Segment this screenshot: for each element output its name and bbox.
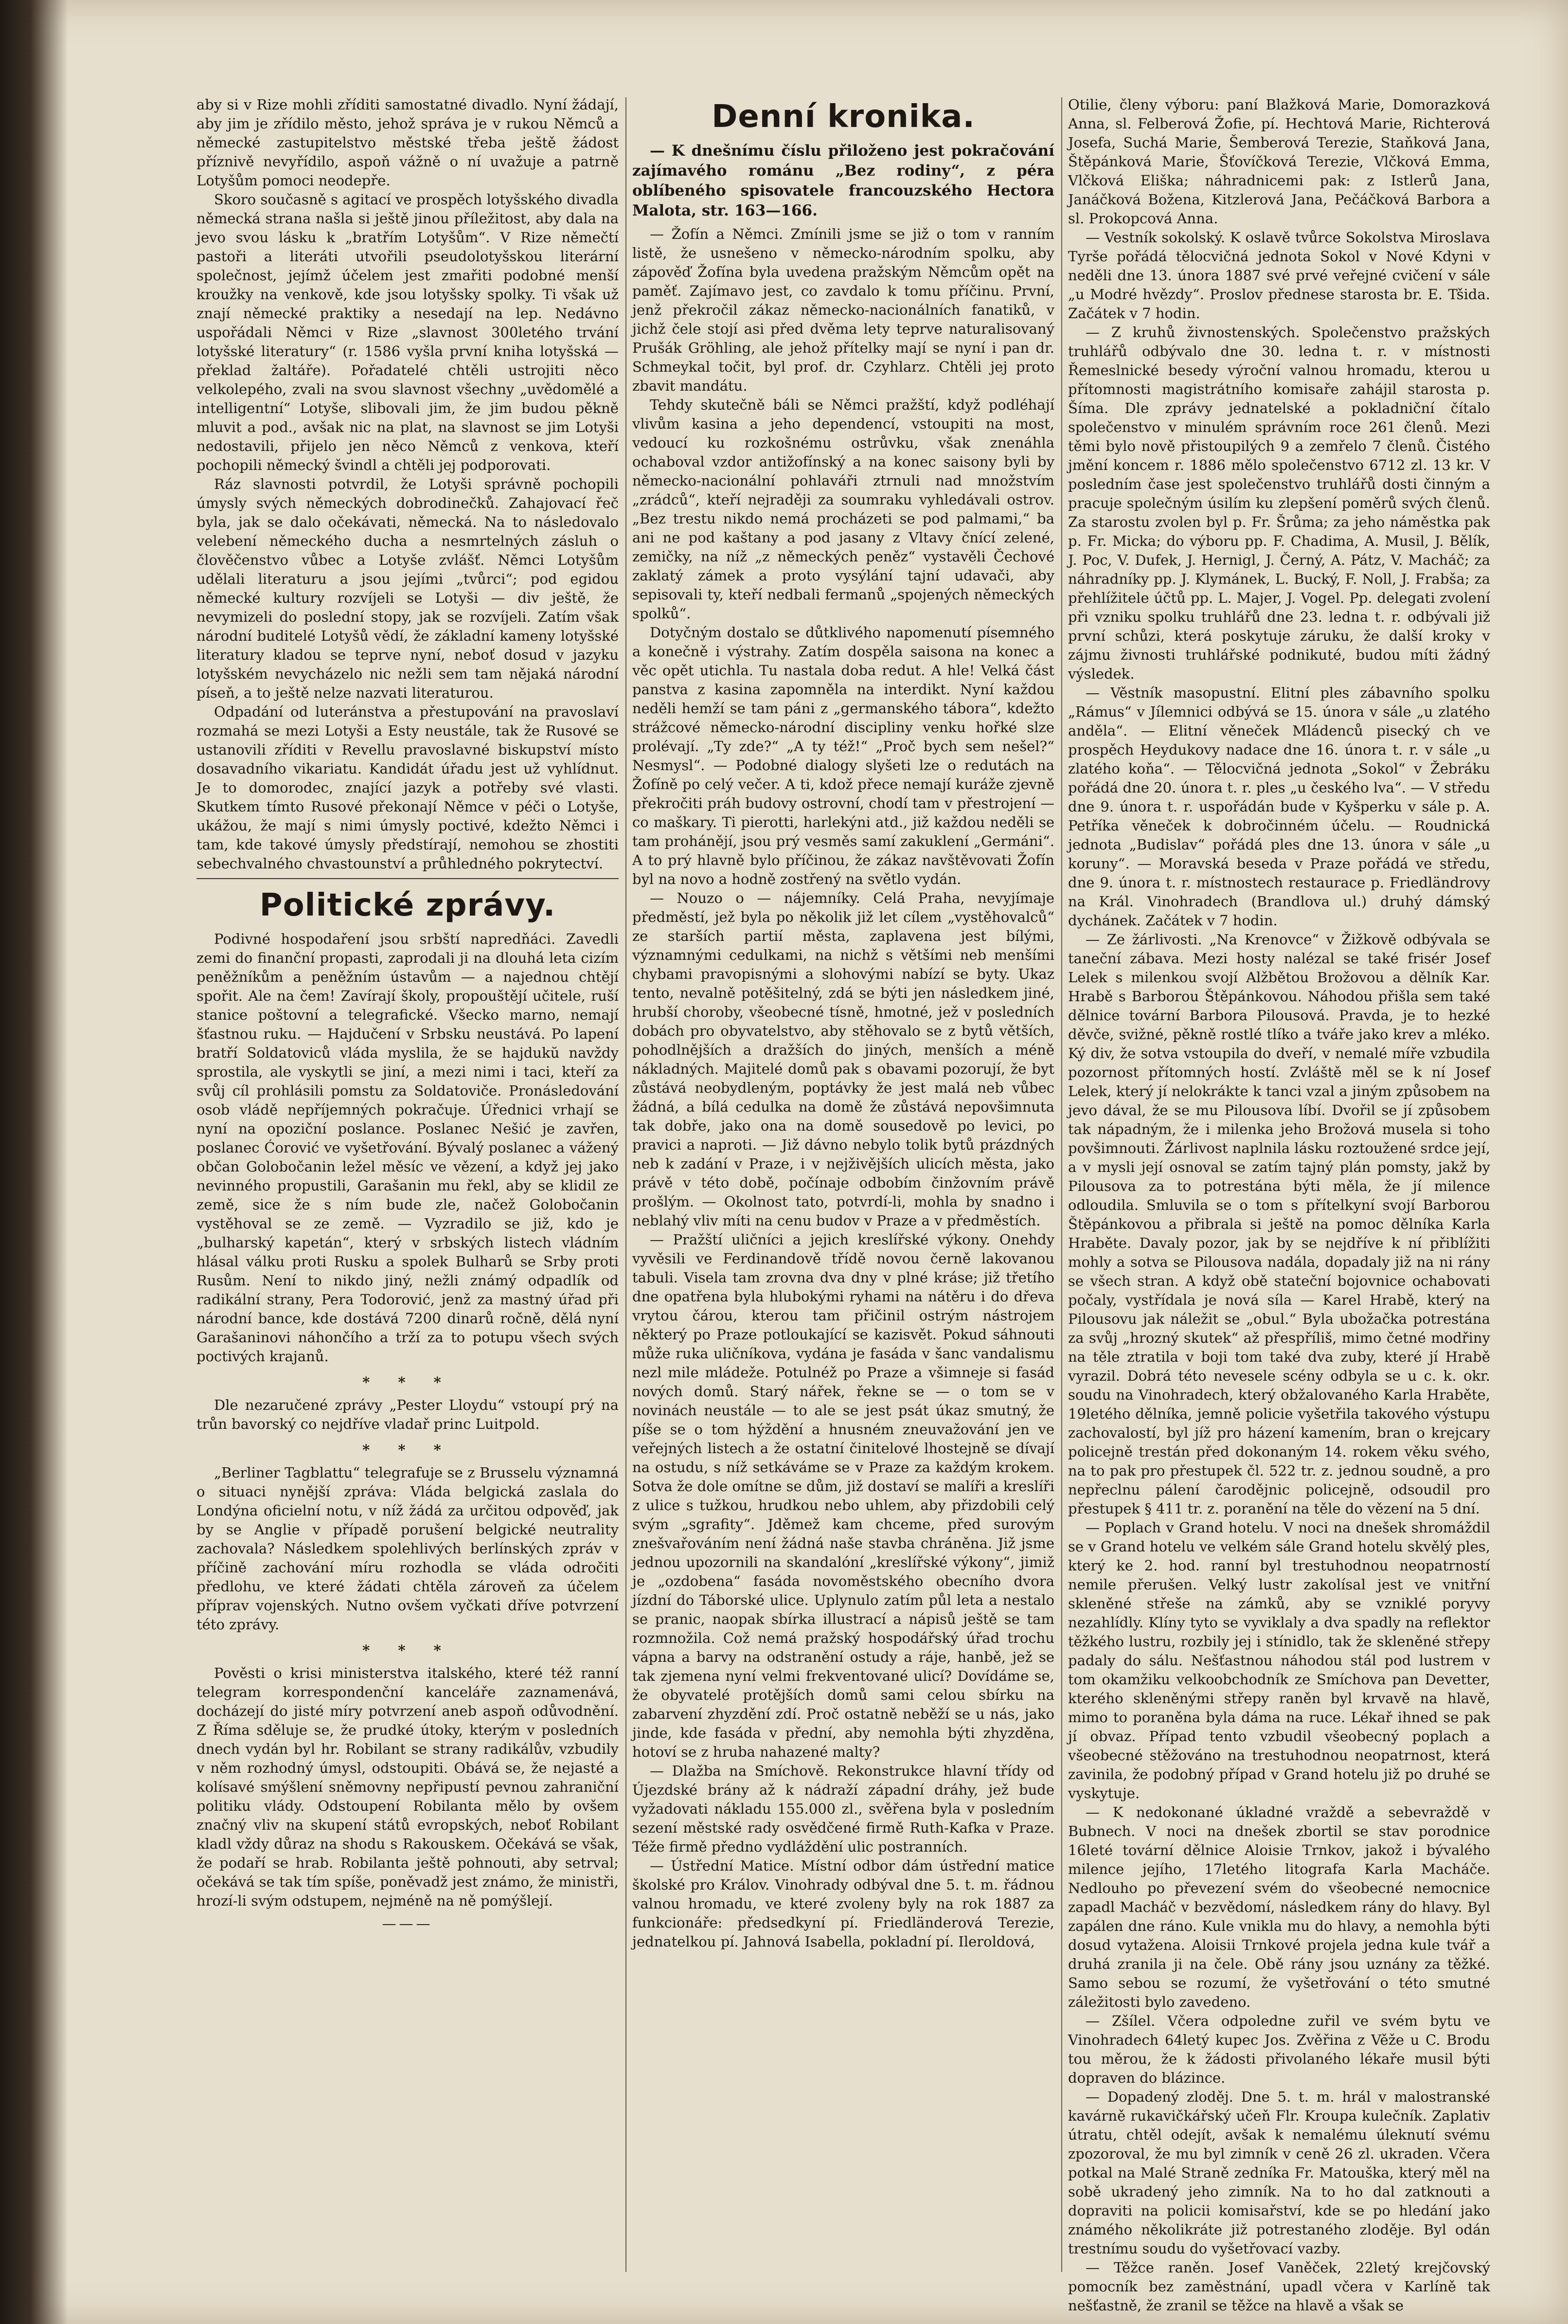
- page-binding-edge: [0, 0, 68, 2324]
- section-separator-stars: * * *: [362, 1642, 453, 1658]
- article-paragraph: Ráz slavnosti potvrdil, že Lotyši správně pochopili úmysly svých německých dobrodinečků. Zahajovací řeč byla, jak se dalo očekávati, německá. Na to následovalo velebení německého ducha a nesmrtelných zásluh o člověčenstvo vůbec a Lotyše zvlášť. Němci Lotyšům udělali literaturu a jsou jejími „tvůrci“; pod egidou německé kultury rozvíjeli se Lotyši — div ještě, že nevymizeli do poslední stopy, jak se rozvíjeli. Zatím však národní buditelé Lotyšů vědí, že základní kameny lotyšské literatury kladou se teprve nyní, neboť dosud v jazyku lotyšském nevycházelo nic nežli sem tam nějaká národní píseň, a to ještě nelze nazvati literaturou.: [196, 476, 619, 701]
- section-heading-daily-chronicle: Denní kronika.: [712, 99, 975, 135]
- article-paragraph: — Ústřední Matice. Místní odbor dám ústřední matice školské pro Králov. Vinohrady odbýval dne 5. t. m. řádnou valnou hromadu, ve které zvoleny byly na rok 1887 za funkcionáře: předsedkyní pí. Friedländerová Terezie, jednatelkou pí. Jahnová Isabella, pokladní pí. Ileroldová,: [632, 1857, 1054, 1950]
- column-middle: [632, 95, 1054, 1951]
- column-left: [196, 95, 619, 1933]
- article-paragraph: Dle nezaručené zprávy „Pester Lloydu“ vstoupí prý na trůn bavorský co nejdříve vladař princ Luitpold.: [196, 1397, 619, 1432]
- article-paragraph: Podivné hospodaření jsou srbští napredňáci. Zavedli zemi do finanční propasti, zaprodali ji na dlouhá leta cizím peněžníkům a peněžním ústavům — a najednou chtějí spořit. Ale na čem! Zavírají školy, propouštějí učitele, ruší stanice poštovní a telegrafické. Všecko marno, nemají šťastnou ruku. — Hajdučení v Srbsku neustává. Po lapení bratří Soldatoviců vláda myslila, že se hajdukŭ navždy sprostila, ale vyskytli se jiní, a mezi nimi i taci, kteří za svůj cíl prohlásili pomstu za Soldatoviče. Pronásledování osob vládě nepříjemných pokračuje. Úřednici vrhají se nyní na opoziční poslance. Poslanec Nešić je zavřen, poslanec Ćorović ve vyšetřování. Bývalý poslanec a vážený občan Golobočanin ležel měsíc ve vězení, a když jej jako nevinného propustili, Garašanin mu řekl, aby se klidil ze země, sice že s ním bude zle, načež Golobočanin vystěhoval se ze země. — Vyzradilo se již, kdo je „bulharský kapetán“, který v srbských listech vládním hlásal válku proti Rusku a spolek Bulharů se Srby proti Rusům. Není to nikdo jiný, nežli známý odpadlík od radikální strany, Pera Todorović, jenž za mastný úřad při národní bance, kde dostává 7200 dinarů ročně, dělá nyní Garašaninovi náhončího a trží za to potupu všech svých poctivých krajanů.: [196, 931, 619, 1365]
- lead-notice: — K dnešnímu číslu přiloženo jest pokračování zajímavého románu „Bez rodiny“, z péra oblíbeného spisovatele francouzského Hectora Malota, str. 163—166.: [632, 142, 1054, 219]
- section-separator-stars: * * *: [362, 1374, 453, 1390]
- section-divider: [196, 878, 619, 879]
- article-paragraph: — K nedokonané úkladné vraždě a sebevraždě v Bubnech. V noci na dnešek zbortil se stav porodnice 16leté tovární dělnice Aloisie Trnkov, jakož i bývalého milence jejího, 17letého litografa Karla Macháče. Nedlouho po převezení svém do všeobecné nemocnice zapadl Macháč v bezvědomí, následkem rány do hlavy. Byl zapálen dne ráno. Kule vnikla mu do hlavy, a nemohla býti dosud vytažena. Aloisii Trnkové projela jedna kule tvář a druhá zranila ji na čele. Obě rány jsou uznány za těžké. Samo sebou se rozumí, že vyšetřování o této smutné záležitosti bylo zavedeno.: [1068, 1804, 1490, 2010]
- article-paragraph: — Nouzo o — nájemníky. Celá Praha, nevyjímaje předměstí, jež byla po několik již let cílem „vystěhovalců“ ze starších partií města, zaplavena jest bílými, významnými cedulkami, na nichž s většími neb menšími chybami pravopisnými a slohovými nabízí se byty. Ukaz tento, nevalně potěšitelný, zdá se býti jen následkem jiné, hrubší choroby, všeobecné tísně, hmotné, jež v posledních dobách pro obyvatelstvo, aby stěhovalo se z bytů větších, pohodlnějších a dražších do jiných, menších a méně nákladných. Majitelé domů pak s obavami pozorují, že byt zůstává neobydleným, poptávky že jest malá neb vůbec žádná, a bílá cedulka na domě že zůstává nepovšimnuta tak dobře, jako ona na domě sousedově po levici, po pravici a naproti. — Již dávno nebylo tolik bytů prázdných neb k zadání v Praze, i v nejživějších ulicích města, jako právě v této době, počínaje odbobím činžovním právě prošlým. — Okolnost tato, potvrdí-li, mohla by snadno i neblahý vliv míti na cenu budov v Praze a v předměstích.: [632, 890, 1054, 1229]
- article-paragraph: — Dlažba na Smíchově. Rekonstrukce hlavní třídy od Újezdské brány až k nádraží západní dráhy, jež bude vyžadovati nákladu 155.000 zl., svěřena byla v posledním sezení městské rady osvědčené firmě Ruth-Kafka v Praze. Téže firmě předno vydláždění ulic postranních.: [632, 1763, 1054, 1855]
- column-rule: [625, 97, 626, 2272]
- article-paragraph: Dotyčným dostalo se důtklivého napomenutí písemného a konečně i výstrahy. Zatím dospěla saisona na konec a věc opět utichla. Tu nastala doba redut. A hle! Velká část panstva z kasina zapomněla na interdikt. Nyní každou neděli hemží se tam páni z „germanského tábora“, kdežto strážcové německo-národní discipliny venku hořké slze prolévají. „Ty zde?“ „A ty též!“ „Proč bych sem nešel?“ Nesmysl“. — Podobné dialogy slyšeti lze o redutách na Žofíně po celý večer. A ti, kdož přece nemají kuráže zjevně překročiti práh budovy ostrovní, chodí tam v přestrojení — co maškary. Ti pierotti, harlekýni atd., již každou neděli se tam prohánějí, jsou prý vesměs samí zakuklení „Germáni“. A to prý hlavně bylo příčinou, že zákaz navštěvovati Žofín byl na novo a hodně zostřený na světlo vydán.: [632, 624, 1054, 887]
- article-paragraph: — Dopadený zloděj. Dne 5. t. m. hrál v malostranské kavárně rukavičkářský učeň Flr. Kroupa kulečník. Zaplativ útratu, chtěl odejít, avšak k nemalému úleknutí svému zpozoroval, že mu byl zimník v ceně 26 zl. ukraden. Včera potkal na Malé Straně zedníka Fr. Matouška, který měl na sobě ukradený jeho zimník. Na to ho dal zatknouti a dopraviti na policii komisařství, kde se po hledání jako známého několikráte již potrestaného zloděje. Byl odán trestnímu soudu do vyšetřovací vazby.: [1068, 2089, 1490, 2257]
- article-paragraph: Odpadání od luteránstva a přestupování na pravoslaví rozmahá se mezi Lotyši a Esty neustále, tak že Rusové se ustanovili zříditi v Revellu pravoslavné biskupství místo dosavadního vikariatu. Kandidát úřadu jest už vyhlídnut. Je to domorodec, znající jazyk a potřeby své vlasti. Skutkem tímto Rusové překonají Němce v péči o Lotyše, ukážou, že mají s nimi úmysly poctivé, kdežto Němci i tam, kde takové úmysly předstírají, nemohou se zhostiti sebechvalného chvastounství a průhledného pokrytectví.: [196, 703, 619, 872]
- article-paragraph: — Ze žárlivosti. „Na Krenovce“ v Žižkově odbývala se taneční zábava. Mezi hosty nalézal se také frisér Josef Lelek s milenkou svojí Alžbětou Brožovou a dělník Kar. Hrabě s Barborou Štěpánkovou. Náhodou přišla sem také dělnice tovární Barbora Pilousová. Pravda, je to hezké děvče, svižné, pěkně rostlé tlíko a tváře jako krev a mléko. Ký div, že sotva vstoupila do dveří, v nemalé míře vzbudila pozornost přítomných hostí. Zvláště měl se k ní Josef Lelek, který jí nelokrákte k tanci vzal a jiným způsobem na jevo dával, že se mu Pilousova líbí. Dvořil se jí způsobem tak nápadným, že i milenka jeho Brožová musela si toho povšimnouti. Žárlivost naplnila lásku roztoužené srdce její, a v mysli její osnoval se zatím tajný plán pomsty, jakž by Pilousova za to potrestána býti měla, že jí milence odloudila. Smluvila se o tom s přítelkyní svojí Barborou Štěpánkovou a přibrala si ještě na pomoc dělníka Karla Hraběte. Davaly pozor, jak by se nejdříve k ní přiblížiti mohly a sotva se Pilousova nadála, dopadaly již na ni rány se všech stran. A když obě stateční bojovnice ochabovati počaly, vystřídala je nová síla — Karel Hrabě, který na Pilousovu jak náležit se „obul.“ Byla ubožačka potrestána za svůj „hrozný skutek“ až přespříliš, mimo četné modřiny na těle ztratila v boji tom také dva zuby, které jí Hrabě vyrazil. Dobrá této nevesele scény odbyla se u c. k. okr. soudu na Vinohradech, který obžalovaného Karla Hraběte, 19letého dělníka, jemně policie vyšetřila takového výstupu zachovalostí, byl jíž pro házení kamením, bran o krejcary policejně trestán před dokonaným 14. rokem věku svého, na to pak pro přestupek čl. 522 tr. z. jednou soudně, a pro nepřeclnu pálení čarodějnic policejně, odsoudil pro přestupek § 411 tr. z. poranění na těle do vězení na 5 dní.: [1068, 931, 1490, 1517]
- article-paragraph: — Z kruhů živnostenských. Společenstvo pražských truhlářů odbývalo dne 30. ledna t. r. v místnosti Řemeslnické besedy výroční valnou hromadu, kterou u přítomnosti magistrátního komisaře zahájil starosta p. Šíma. Dle zprávy jednatelské a pokladniční čítalo společenstvo v minulém správním roce 261 členů. Mezi těmi bylo nově přistoupilých 9 a zemřelo 7 členů. Čistého jmění koncem r. 1886 mělo společenstvo 6712 zl. 13 kr. V posledním čase jest společenstvo truhlářů dosti činným a pracuje společným úsilím ku zlepšení poměrů svých členů. Za starostu zvolen byl p. Fr. Šrůma; za jeho náměstka pak p. Fr. Micka; do výboru pp. F. Chadima, A. Musil, J. Bělík, J. Poc, V. Dufek, J. Hernigl, J. Černý, A. Pátz, V. Macháč; za náhradníky pp. J. Klymánek, L. Bucký, F. Noll, J. Frabša; za přehlížitele účtů pp. L. Majer, J. Vogel. Pp. delegati zvolení při vzniku spolku truhlářů dne 23. ledna t. r. odbývali již první schůzi, která poskytuje záruku, že další kroky v zájmu živnosti truhlářské podnikuté, budou míti žádný výsledek.: [1068, 324, 1490, 682]
- article-paragraph: „Berliner Tagblattu“ telegrafuje se z Brusselu významná o situaci nynější zpráva: Vláda belgická zaslala do Londýna oficielní notu, v níž žádá za určitou odpověď, jak by se Anglie v případě porušení belgické neutrality zachovala? Následkem spolehlivých berlínských zpráv v příčině zachování míru rozhodla se vláda odročiti předlohu, ve které žádati chtěla zároveň za účelem příprav vojenských. Nutno ovšem vyčkati dříve potvrzení této zprávy.: [196, 1464, 619, 1633]
- section-separator-stars: * * *: [362, 1441, 453, 1458]
- article-paragraph: Otilie, členy výboru: paní Blažková Marie, Domorazková Anna, sl. Felberová Žofie, pí. Hechtová Marie, Richterová Josefa, Suchá Marie, Šemberová Terezie, Staňková Jana, Štěpánková Marie, Šťovíčková Terezie, Vlčková Emma, Vlčková Eliška; náhradnicemi pak: z Istlerů Jana, Janáčková Božena, Kitzlerová Jana, Pečáčková Barbora a sl. Prokopcová Anna.: [1068, 96, 1490, 227]
- article-paragraph: Tehdy skutečně báli se Němci pražští, když podléhají vlivům kasina a jeho dependencí, vstoupiti na most, vedoucí ku rozkošnému ostrůvku, však znenáhla ochaboval vzdor antižofínský a na konec saisony byli by německo-nacionální pohlaváři ztrnuli nad množstvím „zrádců“, kteří nejraději za soumraku vyhledávali ostrov. „Bez trestu nikdo nemá procházeti se pod palmami,“ ba ani ne pod kaštany a pod jasany z Vltavy čnící zelené, zemičky, na níž „z německých peněz“ vystavěli Čechové zaklatý zámek a proto vysýlání tajní udavači, aby sepisovali ty, kteří nedbali fermanů „spojených německých spolků“.: [632, 396, 1054, 622]
- article-paragraph: — Zšílel. Včera odpoledne zuřil ve svém bytu ve Vinohradech 64letý kupec Jos. Zvěřina z Věže u C. Brodu tou měrou, že k žádosti přivolaného lékaře musil býti dopraven do blázince.: [1068, 2013, 1490, 2086]
- article-paragraph: Pověsti o krisi ministerstva italského, které též ranní telegram korrespondenční kanceláře zaznamenává, docházejí do jisté míry potvrzení aneb aspoň odůvodnění. Z Říma sděluje se, že prudké útoky, kterým v posledních dnech vydán byl hr. Robilant se strany radikálův, vzbudily v něm rozhodný úmysl, odstoupiti. Obává se, že nejasté a kolísavé smýšlení sněmovny nepřipustí pevnou zahraniční politiku vlády. Odstoupení Robilanta mělo by ovšem značný vliv na skupení států evropských, neboť Robilant kladl vždy důraz na shodu s Rakouskem. Očekává se však, že podaří se hrab. Robilanta ještě pohnouti, aby setrval; očekává se tak tím spíše, poněvadž jest známo, že ministři, hrozí-li svým odstupem, nejméně na ně pomýšlejí.: [196, 1665, 619, 1909]
- article-paragraph: — Vestník sokolský. K oslavě tvůrce Sokolstva Miroslava Tyrše pořádá tělocvičná jednota Sokol v Nové Kdyni v neděli dne 13. února 1887 své prvé veřejné cvičení v sále „u Modré hvězdy“. Proslov přednese starosta br. E. Tšida. Začátek v 7 hodin.: [1068, 229, 1490, 322]
- article-paragraph: — Pražští uličníci a jejich kreslířské výkony. Onehdy vyvěsili ve Ferdinandově třídě novou černě lakovanou tabuli. Visela tam zrovna dva dny v plné kráse; již třetího dne opatřena byla hlubokými ryhami na nátěru i do dřeva vrytou čárou, kterou tam přičinil ostrým nástrojem některý po Praze potloukající se kazisvět. Pokud sáhnouti může ruka uličníkova, vydána je fasáda v šanc vandalismu nezl mile mládeže. Potulnéž po Praze a všimneje si fasád nových domů. Starý nářek, řekne se — o tom se v novinách neustále — to ale se jest psát úkaz smutný, že píše se o tom hýždění a hnusném zneuvažování jen ve veřejných listech a že ostatní činitelové lhostejně se dívají na ostudu, s níž setkáváme se v Praze za každým krokem. Sotva že dole omítne se dům, již dostaví se malíři a kreslíři z ulice s tužkou, hrudkou nebo uhlem, aby přizdobili celý svým „sgrafity“. Jděmež kam chceme, před surovým znešvařováním není žádná naše stavba chráněna. Již jsme jednou upozornili na skandalóní „kreslířské výkony“, jimiž je „ozdobena“ fasáda novoměstského obecního dvora jízdní do Táborské ulice. Uplynulo zatím půl leta a nestalo se pranic, naopak sbírka illustrací a nápisů ještě se tam rozmnožila. Což nemá pražský hospodářský úřad trochu vápna a barvy na odstranění ostudy a ráje, hanbě, jež se tak zjemena nyní velmi frekventované ulicí? Dovídáme se, že obyvatelé protějších domů sami celou sbírku na zabarvení zhyzdění zdí. Proč ostatně neběží se u nás, jako jinde, kde fasáda v přední, aby nemohla býti zhyzděna, hotoví se z hruba nahazené malty?: [632, 1231, 1054, 1760]
- column-rule: [1061, 97, 1062, 2272]
- article-paragraph: — Poplach v Grand hotelu. V noci na dnešek shromáždil se v Grand hotelu ve velkém sále Grand hotelu skvělý ples, který ke 2. hod. ranní byl trestuhodnou neopatrností nemile přerušen. Velký lustr zakolísal jest ve vnitřní skleněné střeše na zámků, aby se vzniklé poryvy nezahlídly. Klíny tyto se vyviklaly a dva spadly na reflektor těžkého lustru, rozbily jej i stínidlo, tak že skleněné střepy padaly do sálu. Nešťastnou náhodou stál pod lustrem v tom okamžiku velkoobchodník ze Smíchova pan Devetter, kterého skleněnými střepy raněn byl krvavě na hlavě, mimo to poraněna byla dáma na ruce. Lékař ihned se pak jí obvaz. Případ tento vzbudil všeobecný poplach a všeobecné stěžováno na trestuhodnou neopatrnost, která zavinila, že podobný případ v Grand hotelu již po druhé se vyskytuje.: [1068, 1519, 1490, 1802]
- section-heading-political-news: Politické zprávy.: [259, 887, 556, 923]
- article-paragraph: — Těžce raněn. Josef Vaněček, 22letý krejčovský pomocník bez zaměstnání, upadl včera v Karlíně tak nešťastně, že zranil se těžce na hlavě a však se: [1068, 2259, 1490, 2314]
- column-right: [1068, 95, 1490, 2315]
- article-paragraph: — Věstník masopustní. Elitní ples zábavního spolku „Rámus“ v Jílemnici odbývá se 15. února v sále „u zlatého anděla“. — Elitní věneček Mládenců pisecký ch ve prospěch Heydukovy nadace dne 16. února t. r. v sále „u zlatého koňa“. — Tělocvičná jednota „Sokol“ v Žebráku pořádá dne 20. února t. r. ples „u českého lva“. — V středu dne 9. února t. r. uspořádán bude v Kyšperku v sále p. A. Petříka věneček k dobročinném účelu. — Roudnická jednota „Budislav“ pořádá ples dne 13. února v sále „u koruny“. — Moravská beseda v Praze pořádá ve středu, dne 9. února t. r. místnostech restaurace p. Friedländrovy na Král. Vinohradech (Brandlova ul.) druhý dámský dychánek. Začátek v 7 hodin.: [1068, 685, 1490, 929]
- article-paragraph: aby si v Rize mohli zříditi samostatné divadlo. Nyní žádají, aby jim je zřídilo město, jehož správa je v rukou Němců a německé zastupitelstvo městské třeba ještě žádost příznivě nevyřídilo, aspoň vážně o ní uvažuje a patrně Lotyšům pomoci neodepře.: [196, 96, 619, 189]
- closing-rule: ———: [382, 1915, 433, 1932]
- article-paragraph: Skoro současně s agitací ve prospěch lotyšského divadla německá strana našla si ještě jinou příležitost, aby dala na jevo svou lásku k „bratřím Lotyšům“. V Rize němečtí pastoři a literáti utvořili pseudolotyšskou literární společnost, jejímž účelem jest zmařiti podobné menší kroužky na venkově, kde jsou lotyšsky spolky. Ti však už znají německé praktiky a nesedají na lep. Nedávno uspořádali Němci v Rize „slavnost 300letého trvání lotyšské literatury“ (r. 1586 vyšla první kniha lotyšská — překlad žaltáře). Pořadatelé chtěli ustrojiti něco velkolepého, zvali na svou slavnost všechny „uvědomělé a intelligentní“ Lotyše, slibovali jim, že jim budou pěkně mluvit a pod., avšak nic na plat, na slavnost se jim Lotyši nedostavili, přijelo jen něco Němců z venkova, kteří pochopili německý švindl a chtěli jej podporovati.: [196, 191, 619, 473]
- article-paragraph: — Žofín a Němci. Zmínili jsme se již o tom v ranním listě, že usnešeno v německo-národním spolku, aby zápověď Žofína byla uvedena pražským Němcům opět na paměť. Zajímavo jest, co zavdalo k tomu příčinu. První, jenž překročil zákaz německo-nacionálních fanatiků, v jichž čele stojí asi před dvěma lety teprve naturalisovaný Prušák Gröhling, ale jehož přítelky mají se nyní i pan dr. Schmeykal točit, byl prof. dr. Czyhlarz. Chtěli jej proto zbavit mandátu.: [632, 226, 1054, 394]
